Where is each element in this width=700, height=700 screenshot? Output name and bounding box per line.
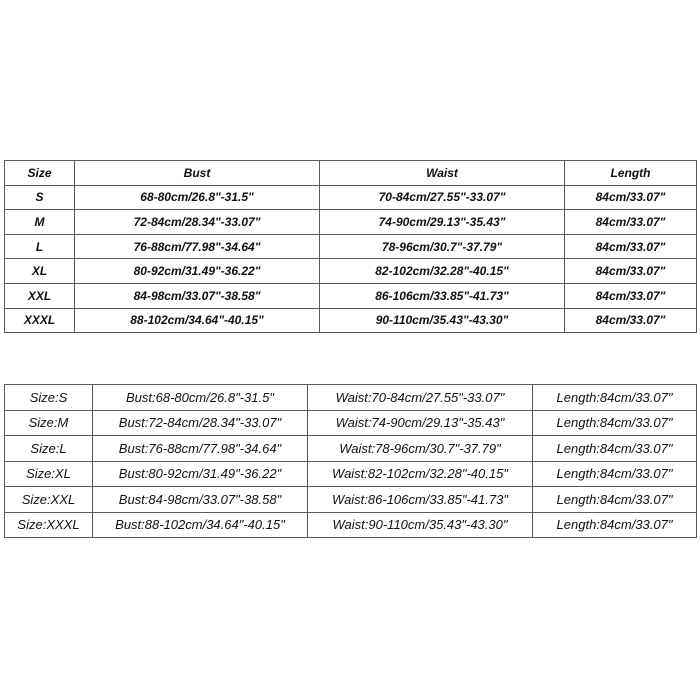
table-row bbox=[5, 385, 697, 411]
cell-waist: Waist:82-102cm/32.28"-40.15" bbox=[308, 461, 533, 487]
table-row bbox=[5, 512, 697, 538]
cell-waist: Waist:70-84cm/27.55"-33.07" bbox=[308, 385, 533, 411]
cell-bust: Bust:80-92cm/31.49"-36.22" bbox=[93, 461, 308, 487]
cell-length: 84cm/33.07" bbox=[565, 283, 697, 308]
cell-size: M bbox=[5, 210, 75, 235]
cell-waist: Waist:78-96cm/30.7"-37.79" bbox=[308, 436, 533, 462]
cell-size: Size:M bbox=[5, 410, 93, 436]
cell-size: XXXL bbox=[5, 308, 75, 333]
header-size: Size bbox=[5, 161, 75, 186]
cell-waist: Waist:74-90cm/29.13"-35.43" bbox=[308, 410, 533, 436]
table-row bbox=[5, 185, 697, 210]
cell-waist: Waist:90-110cm/35.43"-43.30" bbox=[308, 512, 533, 538]
table-row bbox=[5, 461, 697, 487]
cell-length: 84cm/33.07" bbox=[565, 308, 697, 333]
cell-length: Length:84cm/33.07" bbox=[533, 410, 697, 436]
cell-waist: 86-106cm/33.85"-41.73" bbox=[320, 283, 565, 308]
cell-bust: Bust:68-80cm/26.8"-31.5" bbox=[93, 385, 308, 411]
table-row bbox=[5, 210, 697, 235]
cell-bust: Bust:72-84cm/28.34"-33.07" bbox=[93, 410, 308, 436]
cell-bust: 72-84cm/28.34"-33.07" bbox=[75, 210, 320, 235]
header-waist: Waist bbox=[320, 161, 565, 186]
cell-length: 84cm/33.07" bbox=[565, 259, 697, 284]
cell-waist: 82-102cm/32.28"-40.15" bbox=[320, 259, 565, 284]
size-chart-labeled-table bbox=[4, 384, 697, 538]
cell-size: XXL bbox=[5, 283, 75, 308]
cell-size: L bbox=[5, 234, 75, 259]
cell-bust: 76-88cm/77.98"-34.64" bbox=[75, 234, 320, 259]
table-row bbox=[5, 259, 697, 284]
cell-length: 84cm/33.07" bbox=[565, 185, 697, 210]
cell-waist: 74-90cm/29.13"-35.43" bbox=[320, 210, 565, 235]
cell-bust: 84-98cm/33.07"-38.58" bbox=[75, 283, 320, 308]
cell-size: Size:S bbox=[5, 385, 93, 411]
cell-size: XL bbox=[5, 259, 75, 284]
cell-length: 84cm/33.07" bbox=[565, 210, 697, 235]
header-bust: Bust bbox=[75, 161, 320, 186]
table-row bbox=[5, 487, 697, 513]
cell-bust: Bust:84-98cm/33.07"-38.58" bbox=[93, 487, 308, 513]
cell-bust: 80-92cm/31.49"-36.22" bbox=[75, 259, 320, 284]
cell-size: S bbox=[5, 185, 75, 210]
cell-size: Size:XL bbox=[5, 461, 93, 487]
cell-length: Length:84cm/33.07" bbox=[533, 436, 697, 462]
table-row bbox=[5, 436, 697, 462]
cell-waist: 70-84cm/27.55"-33.07" bbox=[320, 185, 565, 210]
cell-length: Length:84cm/33.07" bbox=[533, 385, 697, 411]
cell-bust: Bust:76-88cm/77.98"-34.64" bbox=[93, 436, 308, 462]
table-row bbox=[5, 283, 697, 308]
size-chart-table bbox=[4, 160, 697, 333]
cell-bust: Bust:88-102cm/34.64"-40.15" bbox=[93, 512, 308, 538]
table-header-row bbox=[5, 161, 697, 186]
header-length: Length bbox=[565, 161, 697, 186]
cell-length: Length:84cm/33.07" bbox=[533, 512, 697, 538]
cell-size: Size:XXXL bbox=[5, 512, 93, 538]
table-row bbox=[5, 234, 697, 259]
cell-waist: Waist:86-106cm/33.85"-41.73" bbox=[308, 487, 533, 513]
cell-waist: 90-110cm/35.43"-43.30" bbox=[320, 308, 565, 333]
cell-waist: 78-96cm/30.7"-37.79" bbox=[320, 234, 565, 259]
table-row bbox=[5, 410, 697, 436]
cell-size: Size:L bbox=[5, 436, 93, 462]
cell-size: Size:XXL bbox=[5, 487, 93, 513]
cell-length: Length:84cm/33.07" bbox=[533, 487, 697, 513]
cell-length: Length:84cm/33.07" bbox=[533, 461, 697, 487]
cell-length: 84cm/33.07" bbox=[565, 234, 697, 259]
cell-bust: 68-80cm/26.8"-31.5" bbox=[75, 185, 320, 210]
cell-bust: 88-102cm/34.64"-40.15" bbox=[75, 308, 320, 333]
table-row bbox=[5, 308, 697, 333]
